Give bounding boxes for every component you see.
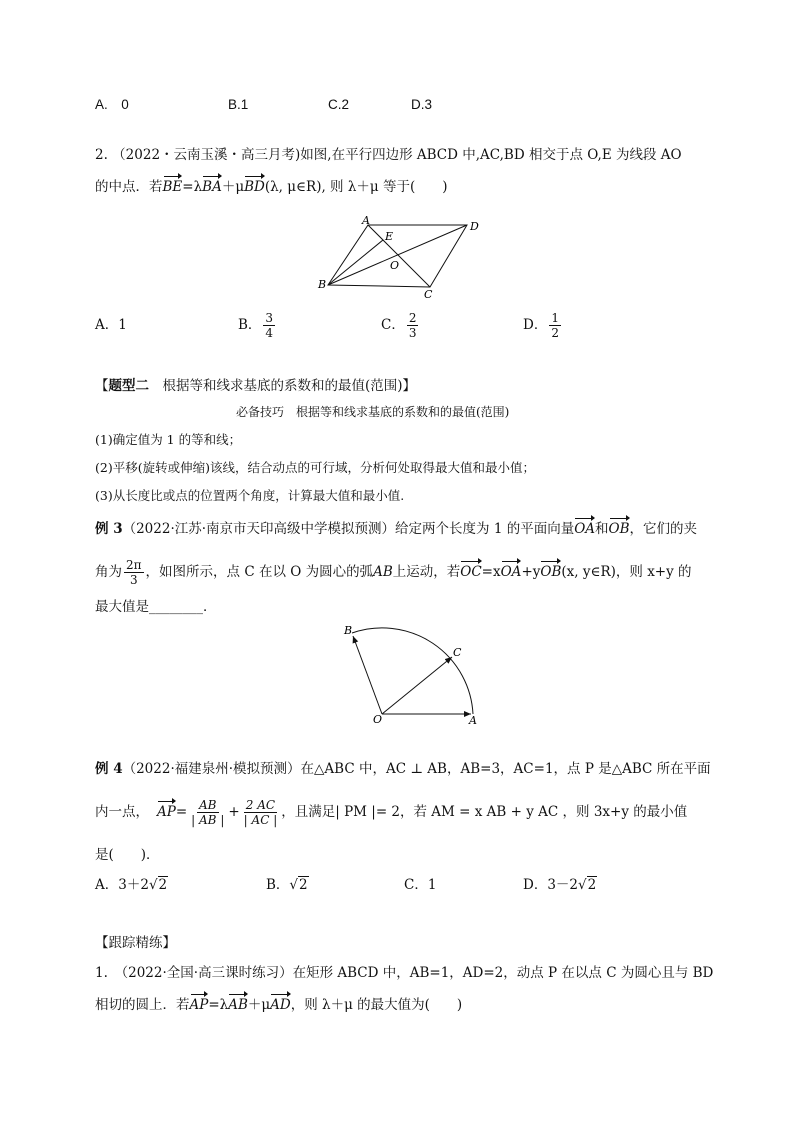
ex4-line3: 是( )．	[95, 847, 160, 863]
ex4-line2: 内一点， AP = $\frac{AB}{| AB |}$ + $\frac{2 AC}{| AC |}$ ，且满足| PM |= 2，若 AM = x AB + y AC ，则 3x+y 的最小值	[95, 797, 688, 827]
follow-q1-line2: 相切的圆上．若AP=λAB＋μAD，则 λ＋μ 的最大值为( )	[95, 997, 463, 1013]
label-c: C	[424, 288, 433, 298]
option-b: B.1	[228, 97, 249, 112]
label-b: B	[318, 278, 327, 291]
follow-title: 【跟踪精练】	[95, 935, 176, 951]
label-o: O	[373, 713, 383, 726]
label-e: E	[385, 230, 394, 243]
ex3-line3: 最大值是________．	[95, 599, 217, 615]
option-d: D.3	[411, 97, 433, 112]
skill-3: (3)从长度比或点的位置两个角度，计算最大值和最小值.	[95, 488, 405, 503]
parallelogram-figure	[310, 212, 490, 298]
ex3-line1: 例 3（2022·江苏·南京市天印高级中学模拟预测）给定两个长度为 1 的平面向量OA和OB，它们的夹	[95, 521, 698, 537]
label-o: O	[390, 259, 400, 272]
ex4-line1: 例 4（2022·福建泉州·模拟预测）在△ABC 中，AC ⊥ AB，AB=3，AC=1，点 P 是△ABC 所在平面	[95, 761, 711, 777]
q2-option-d: D． $\frac{1}{2}$	[523, 310, 559, 340]
vector-oc	[382, 657, 452, 714]
diagonal-ac	[368, 225, 430, 287]
skill-1: (1)确定值为 1 的等和线；	[95, 432, 242, 447]
label-b: B	[344, 624, 353, 637]
diagonal-bd	[328, 225, 467, 285]
section-title: 【题型二 根据等和线求基底的系数和的最值(范围)】	[95, 378, 417, 394]
label-a: A	[469, 714, 477, 727]
q2-option-c: C． $\frac{2}{3}$	[381, 310, 417, 340]
ex4-option-d: D．3－2√2	[523, 877, 597, 893]
ex4-option-a: A．3＋2√2	[95, 877, 168, 893]
arc-vector-figure	[340, 620, 485, 728]
q2-option-a: A．1	[95, 317, 127, 333]
ex4-option-b: B．√2	[266, 877, 308, 893]
ex3-line2: 角为 $\frac{2\pi}{3}$ ，如图所示，点 C 在以 O 为圆心的弧 AB 上运动，若 OC =x OA +y OB (x, y∈R)，则 x+y 的	[95, 557, 692, 587]
skill-2: (2)平移(旋转或伸缩)该线，结合动点的可行域，分析何处取得最大值和最小值；	[95, 460, 535, 475]
vector-ob	[353, 636, 382, 714]
segment-be	[328, 240, 383, 285]
q2-option-b: B． $\frac{3}{4}$	[238, 310, 274, 340]
follow-q1-line1: 1. （2022·全国·高三课时练习）在矩形 ABCD 中，AB=1，AD=2，动点 P 在以点 C 为圆心且与 BD	[95, 965, 714, 981]
option-c: C.2	[328, 97, 350, 112]
arc-ab	[352, 628, 473, 714]
q2-line2: 的中点．若BE=λBA＋μBD(λ, μ∈R), 则 λ＋μ 等于( )	[95, 179, 448, 195]
label-c: C	[453, 646, 462, 659]
ex4-option-c: C．1	[404, 877, 437, 893]
option-a: A. 0	[95, 97, 129, 112]
label-a: A	[362, 214, 370, 227]
skill-title: 必备技巧 根据等和线求基底的系数和的最值(范围)	[236, 405, 510, 419]
label-d: D	[470, 220, 479, 233]
q2-line1: 2. （2022・云南玉溪・高三月考)如图,在平行四边形 ABCD 中,AC,BD 相交于点 O,E 为线段 AO	[95, 147, 682, 163]
